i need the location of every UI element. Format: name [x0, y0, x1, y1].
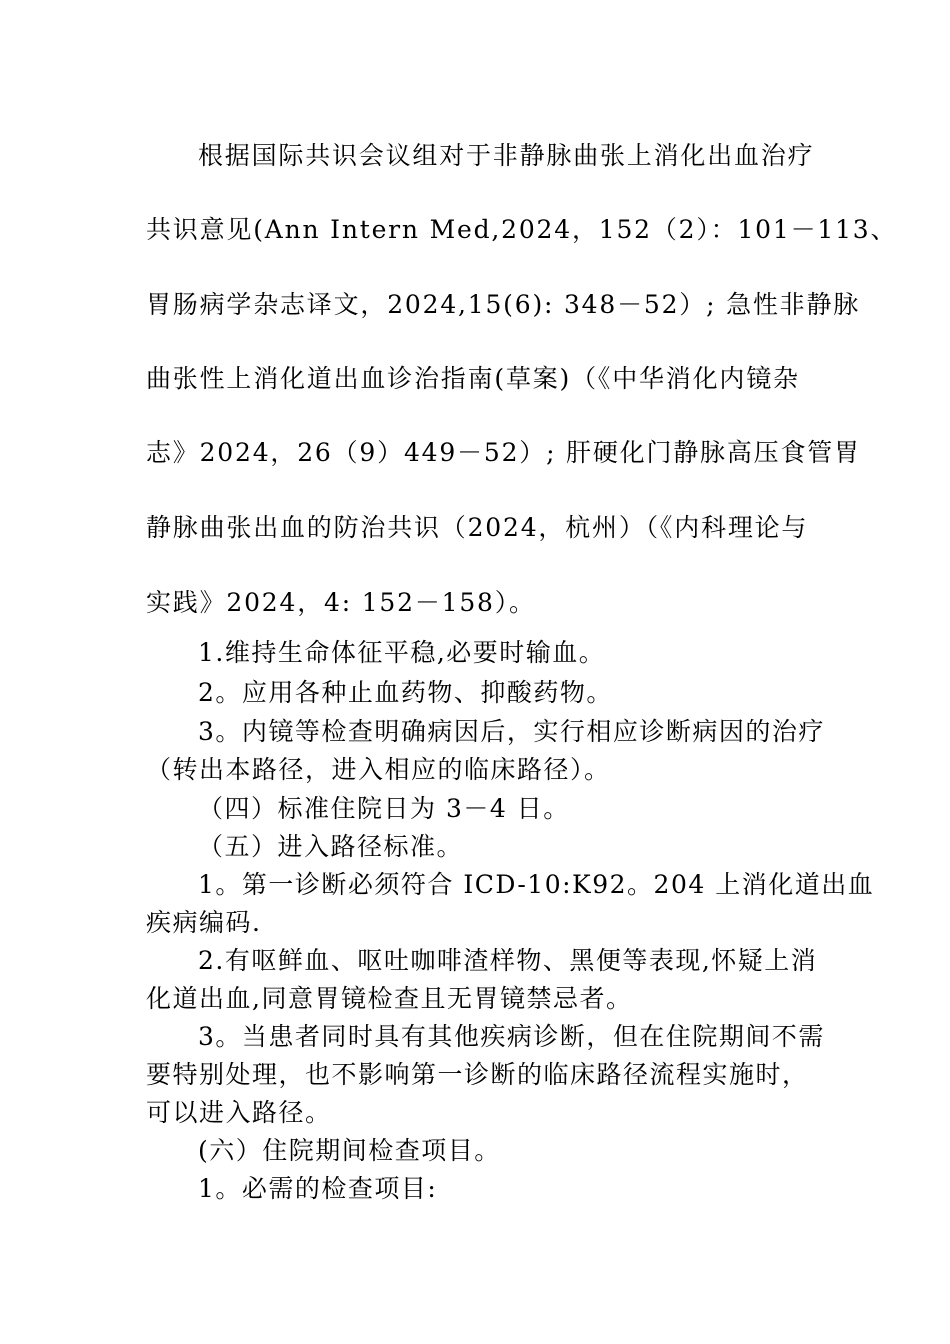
text-line: 3。内镜等检查明确病因后，实行相应诊断病因的治疗	[198, 717, 825, 746]
text-line: 1.维持生命体征平稳,必要时输血。	[198, 638, 606, 667]
text-line: （四）标准住院日为 3－4 日。	[198, 794, 570, 823]
text-line: 曲张性上消化道出血诊治指南(草案)（《中华消化内镜杂	[146, 364, 800, 393]
text-line: （五）进入路径标准。	[198, 832, 464, 861]
text-line: 共识意见(Ann Intern Med,2024，152（2）：101－113、	[146, 215, 898, 244]
text-line: 胃肠病学杂志译文，2024,15(6): 348－52）; 急性非静脉	[146, 290, 861, 319]
text-line: （转出本路径，进入相应的临床路径）。	[146, 755, 611, 784]
text-line: 化道出血,同意胃镜检查且无胃镜禁忌者。	[146, 984, 633, 1013]
text-line: 2。应用各种止血药物、抑酸药物。	[198, 678, 613, 707]
text-line: 静脉曲张出血的防治共识（2024，杭州）（《内科理论与	[146, 513, 809, 542]
text-line: (六）住院期间检查项目。	[198, 1136, 501, 1165]
text-line: 根据国际共识会议组对于非静脉曲张上消化出血治疗	[198, 141, 815, 170]
text-line: 疾病编码.	[146, 908, 262, 937]
text-line: 1。必需的检查项目:	[198, 1174, 438, 1203]
text-line: 3。当患者同时具有其他疾病诊断，但在住院期间不需	[198, 1022, 825, 1051]
text-line: 志》2024，26（9）449－52）; 肝硬化门静脉高压食管胃	[146, 438, 861, 467]
text-line: 要特别处理，也不影响第一诊断的临床路径流程实施时，	[146, 1060, 809, 1089]
text-line: 1。第一诊断必须符合 ICD-10:K92。204 上消化道出血	[198, 870, 875, 899]
text-line: 可以进入路径。	[146, 1098, 332, 1127]
text-line: 2.有呕鲜血、呕吐咖啡渣样物、黑便等表现,怀疑上消	[198, 946, 818, 975]
text-line: 实践》2024，4: 152－158）。	[146, 588, 536, 617]
